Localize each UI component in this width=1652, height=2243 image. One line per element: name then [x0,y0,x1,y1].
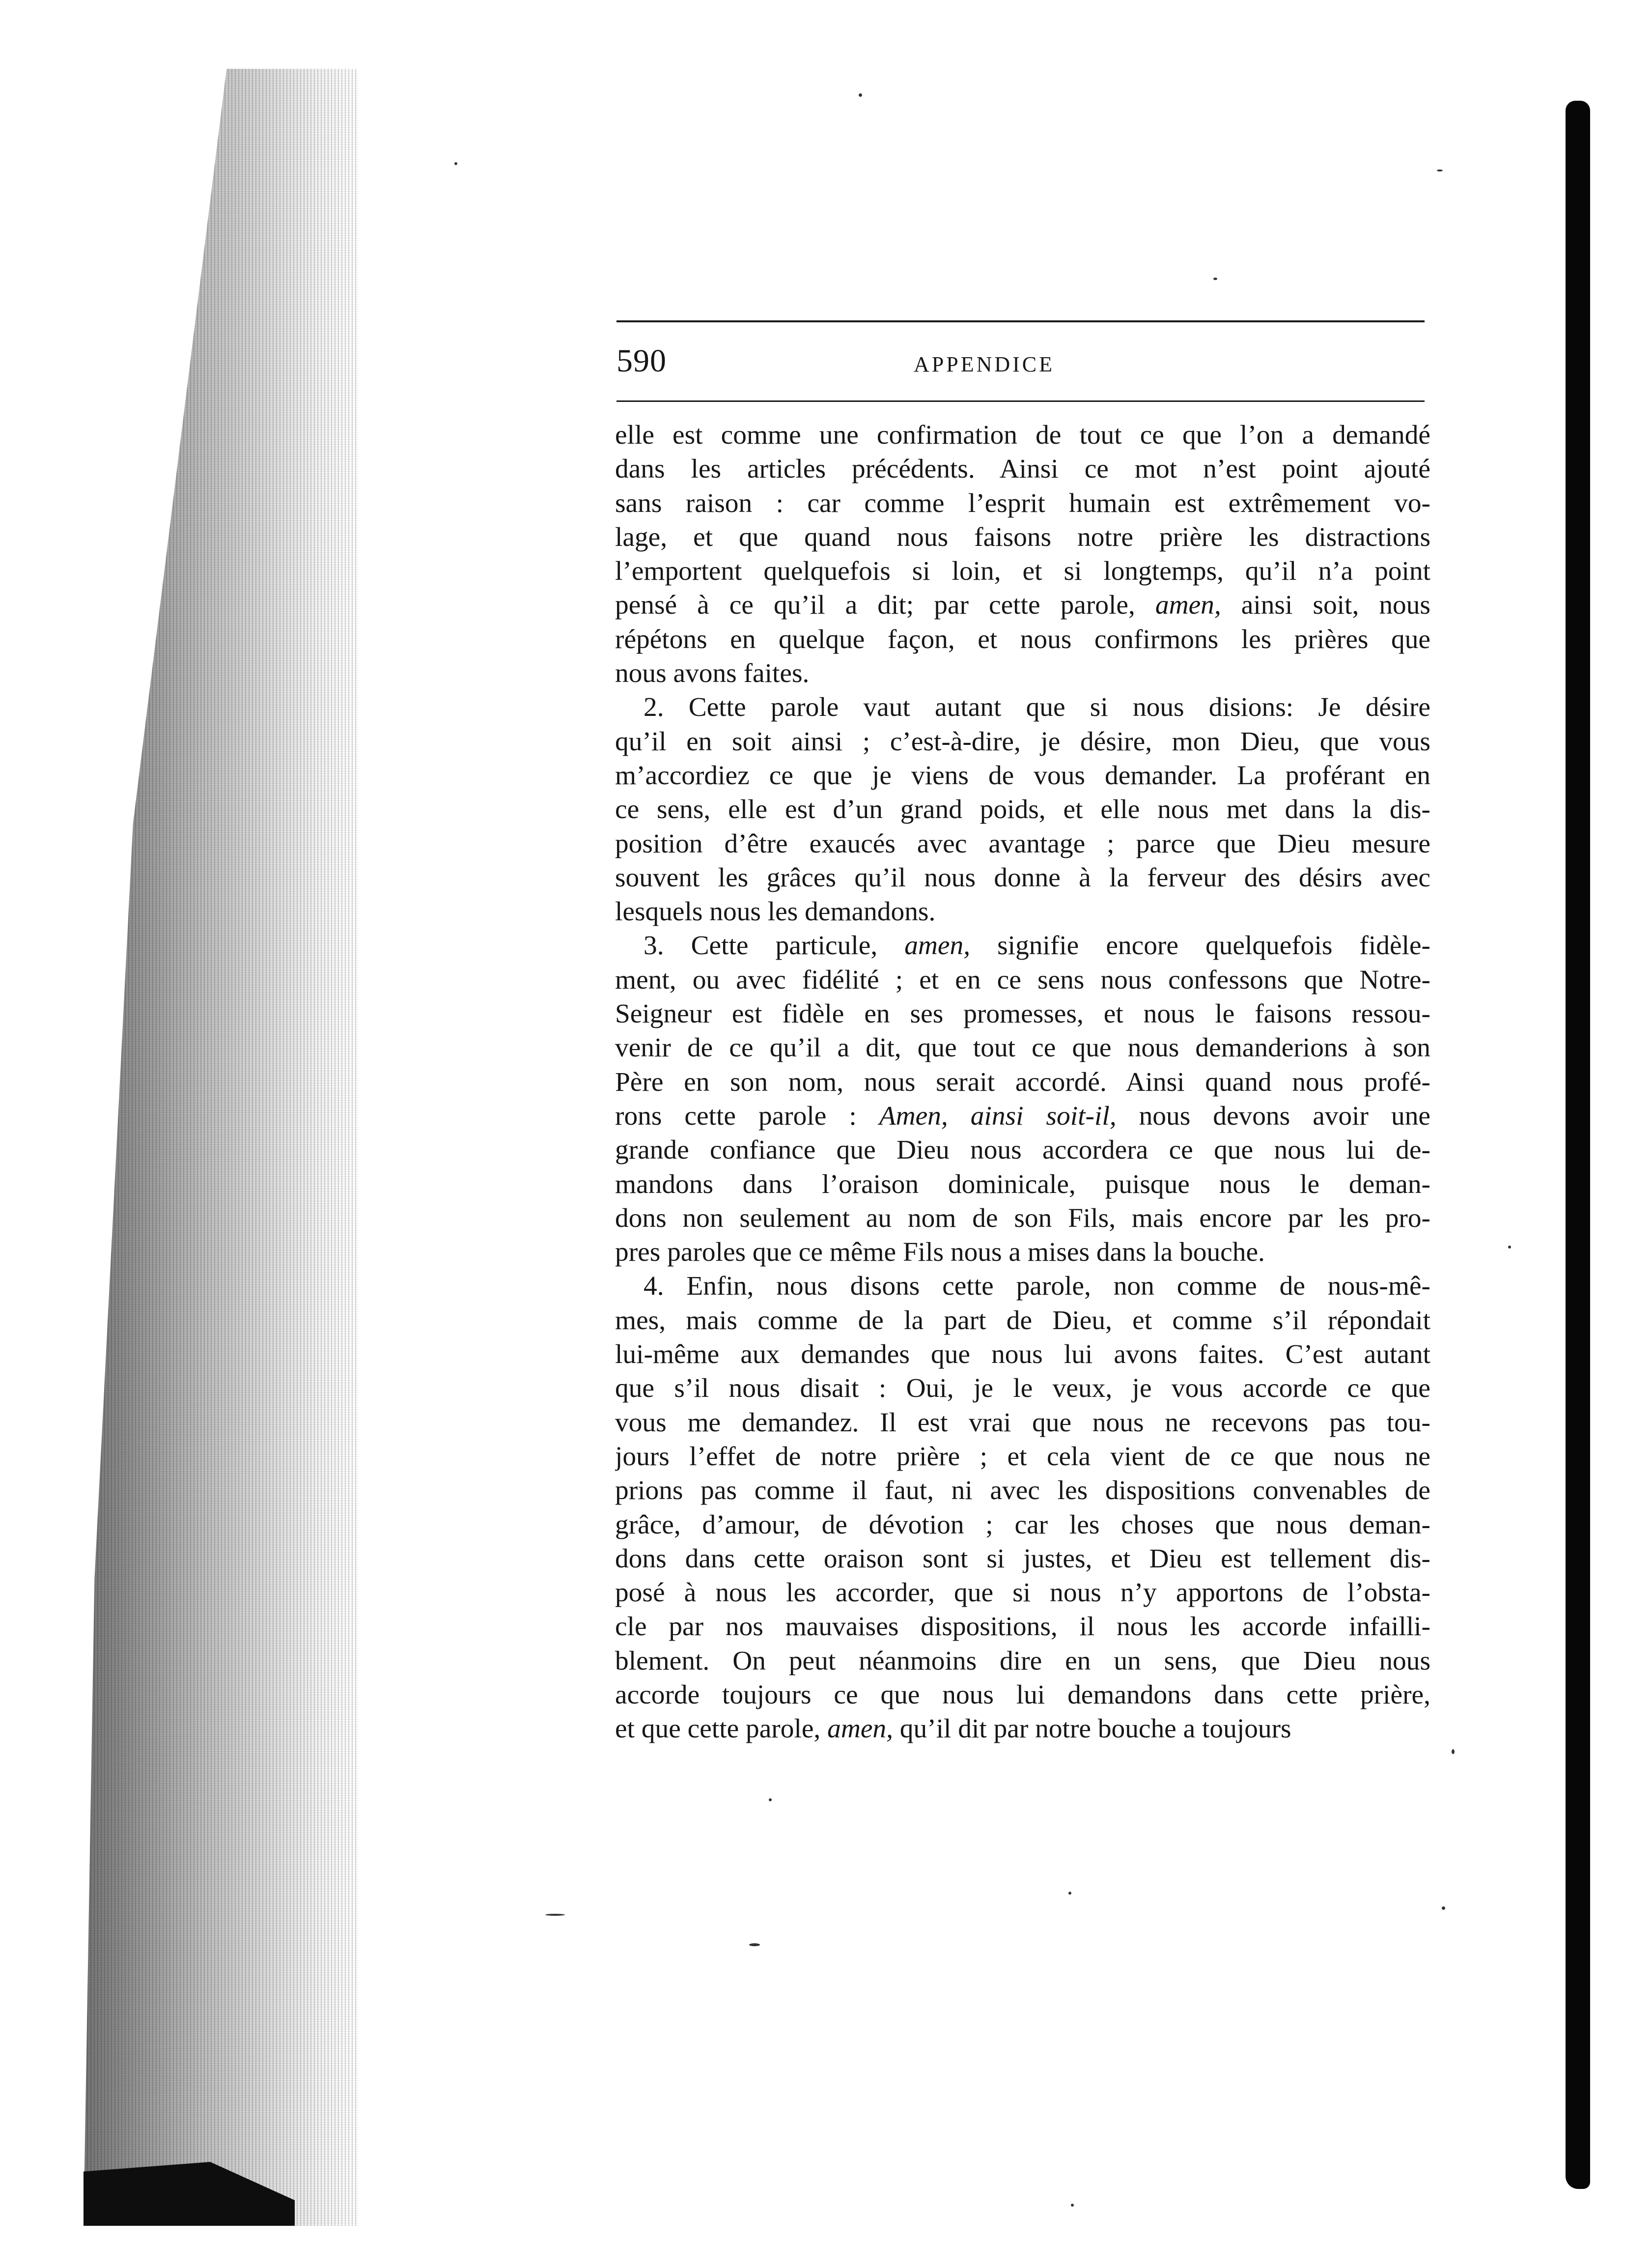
text-line: sans raison : car comme l’esprit humain est extrêmement vo- [615,487,1430,518]
scan-speck [1068,1892,1071,1895]
text-line: lage, et que quand nous faisons notre prière les distractions [615,521,1430,552]
scan-speck [1213,278,1217,280]
italic-run: amen, [827,1713,893,1744]
text-line: cle par nos mauvaises dispositions, il nous les accorde infailli- [615,1611,1430,1642]
text-line: dans les articles précédents. Ainsi ce mot n’est point ajouté [615,454,1430,484]
italic-run: amen, [904,930,971,961]
text-run: signifie encore quelquefois fidèle- [970,930,1430,961]
text-line [615,1711,1430,1745]
text-line: l’emportent quelquefois si loin, et si longtemps, qu’il n’a point [615,556,1430,586]
text-line: dons non seulement au nom de son Fils, mais encore par les pro- [615,1202,1430,1233]
scan-speck [859,93,862,97]
text-run: 3. Cette particule, [644,930,905,961]
text-line [615,588,1430,622]
text-line: blement. On peut néanmoins dire en un sens, que Dieu nous [615,1645,1430,1675]
italic-run: amen, [1155,590,1221,620]
running-head: APPENDICE [914,352,1055,376]
header-rule-bottom [616,400,1425,402]
text-run: pensé à ce qu’il a dit; par cette parole, [615,590,1155,620]
text-line: grâce, d’amour, de dévotion ; car les choses que nous deman- [615,1509,1430,1539]
text-line: dons dans cette oraison sont si justes, et Dieu est tellement dis- [615,1543,1430,1573]
scan-speck [1442,1906,1445,1910]
binding-shadow-bar [1566,101,1590,2189]
text-line: ce sens, elle est d’un grand poids, et elle nous met dans la dis- [615,794,1430,824]
scan-speck [454,162,457,165]
text-line: grande confiance que Dieu nous accordera ce que nous lui de- [615,1135,1430,1165]
scan-speck [1508,1246,1511,1249]
text-line: ment, ou avec fidélité ; et en ce sens nous confessons que Notre- [615,964,1430,994]
scan-speck [1071,2204,1074,2207]
text-line: venir de ce qu’il a dit, que tout ce que nous demanderions à son [615,1032,1430,1063]
text-line: vous me demandez. Il est vrai que nous ne recevons pas tou- [615,1407,1430,1437]
text-line: prions pas comme il faut, ni avec les dispositions convenables de [615,1475,1430,1505]
text-line: lui-même aux demandes que nous lui avons faites. C’est autant [615,1339,1430,1369]
text-run: qu’il dit par notre bouche a toujours [893,1713,1291,1744]
text-line: position d’être exaucés avec avantage ; parce que Dieu mesure [615,828,1430,858]
text-line: souvent les grâces qu’il nous donne à la ferveur des désirs avec [615,862,1430,892]
text-line: lesquels nous les demandons. [615,896,936,927]
text-line: mandons dans l’oraison dominicale, puisque nous le deman- [615,1168,1430,1199]
text-line: que s’il nous disait : Oui, je le veux, je vous accorde ce que [615,1373,1430,1403]
text-line: qu’il en soit ainsi ; c’est-à-dire, je désire, mon Dieu, que vous [615,726,1430,756]
scan-speck [1452,1749,1455,1754]
text-run: nous devons avoir une [1116,1100,1430,1131]
scan-speck [769,1798,772,1801]
text-line: 4. Enfin, nous disons cette parole, non comme de nous-mê- [644,1271,1430,1301]
header-rule-top [616,320,1425,322]
text-run: et que cette parole, [615,1713,828,1744]
text-run: ainsi soit, nous [1221,590,1430,620]
italic-run: Amen, ainsi soit-il, [879,1100,1117,1131]
text-run: rons cette parole : [615,1100,879,1131]
text-line: jours l’effet de notre prière ; et cela vient de ce que nous ne [615,1441,1430,1471]
text-line [615,928,1430,962]
page-number: 590 [616,343,667,379]
text-line: pres paroles que ce même Fils nous a mises dans la bouche. [615,1237,1265,1267]
text-line: répétons en quelque façon, et nous confirmons les prières que [615,624,1430,654]
text-line: 2. Cette parole vaut autant que si nous disions: Je désire [644,692,1430,722]
text-line: elle est comme une confirmation de tout ce que l’on a demandé [615,420,1430,450]
text-line: Père en son nom, nous serait accordé. Ainsi quand nous profé- [615,1066,1430,1097]
text-line: mes, mais comme de la part de Dieu, et comme s’il répondait [615,1305,1430,1335]
text-line: Seigneur est fidèle en ses promesses, et nous le faisons ressou- [615,998,1430,1029]
scan-speck [749,1943,760,1946]
scan-edge-shadow [84,69,359,2226]
text-line [615,1099,1430,1133]
text-line: m’accordiez ce que je viens de vous demander. La proférant en [615,760,1430,790]
body-text [615,418,1430,1746]
scan-speck [545,1914,565,1916]
text-line: accorde toujours ce que nous lui demandons dans cette prière, [615,1679,1430,1709]
scan-speck [1437,170,1443,171]
text-line: posé à nous les accorder, que si nous n’y apportons de l’obsta- [615,1577,1430,1608]
text-line: nous avons faites. [615,658,810,688]
